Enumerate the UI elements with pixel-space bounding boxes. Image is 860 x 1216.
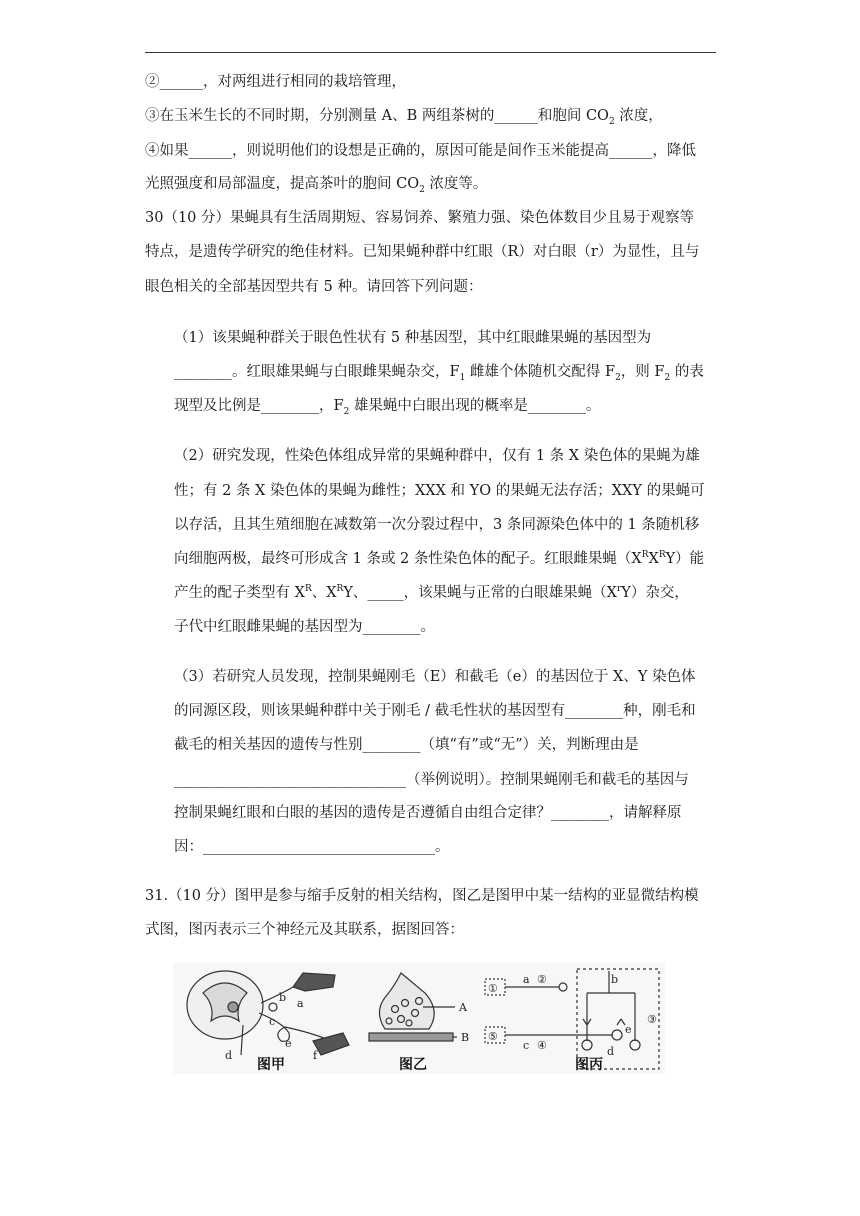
- caption-bing: 图丙: [575, 1057, 603, 1073]
- text-line: 光照强度和局部温度，提高茶叶的胞间 $CO_2$ 浓度等。: [145, 176, 488, 195]
- text-line: 现型及比例是________，$F_2$ 雄果蝇中白眼出现的概率是________。: [174, 398, 601, 417]
- text-line: 控制果蝇红眼和白眼的基因的遗传是否遵循自由组合定律？________，请解释原: [174, 805, 682, 821]
- text-line: ④如果______，则说明他们的设想是正确的，原因可能是间作玉米能提高______，降低: [145, 143, 696, 159]
- svg-text:⑤: ⑤: [488, 1030, 498, 1043]
- text-line: 眼色相关的全部基因型共有 5 种。请回答下列问题：: [145, 279, 483, 295]
- subquestion-2: （2）研究发现，性染色体组成异常的果蝇种群中，仅有 1 条 X 染色体的果蝇为雄: [174, 448, 700, 464]
- text-line: ②______，对两组进行相同的栽培管理，: [145, 74, 406, 90]
- svg-text:③: ③: [647, 1013, 657, 1026]
- svg-text:c: c: [269, 1015, 276, 1028]
- figure-yi: [369, 973, 457, 1041]
- figure-jia: [187, 971, 349, 1055]
- svg-text:d: d: [225, 1049, 233, 1062]
- svg-text:b: b: [611, 973, 619, 986]
- caption-yi: 图乙: [399, 1057, 427, 1073]
- svg-text:④: ④: [537, 1039, 547, 1052]
- text-line: 截毛的相关基因的遗传与性别________（填“有”或“无”）关，判断理由是: [174, 737, 639, 753]
- caption-jia: 图甲: [257, 1057, 285, 1073]
- subquestion-3: （3）若研究人员发现，控制果蝇刚毛（E）和截毛（e）的基因位于 X、Y 染色体: [174, 669, 696, 685]
- text-line: 向细胞两极，最终可形成含 1 条或 2 条性染色体的配子。红眼雌果蝇$(X^RX^RY)$能: [174, 550, 705, 567]
- text-line: 的同源区段，则该果蝇种群中关于刚毛 / 截毛性状的基因型有________种，刚毛和: [174, 703, 696, 719]
- svg-text:d: d: [607, 1045, 615, 1058]
- question-31: 31.（10 分）图甲是参与缩手反射的相关结构，图乙是图甲中某一结构的亚显微结构模: [145, 888, 699, 904]
- text-line: 产生的配子类型有 $X^R$、$X^RY$、_____，该果蝇与正常的白眼雄果蝇$(X^rY)$杂交，: [174, 584, 689, 601]
- figure-labels: [225, 973, 657, 1062]
- svg-text:f: f: [313, 1049, 318, 1062]
- text-line: 性；有 2 条 X 染色体的果蝇为雌性；XXX 和 YO 的果蝇无法存活；XXY 的果蝇可: [174, 483, 705, 499]
- svg-text:e: e: [625, 1023, 632, 1036]
- text-line: 式图，图丙表示三个神经元及其联系，据图回答：: [145, 922, 464, 938]
- figure-captions: [257, 1056, 603, 1073]
- svg-text:b: b: [279, 991, 287, 1004]
- svg-text:a: a: [297, 997, 304, 1010]
- text-line: ③在玉米生长的不同时期，分别测量 A、B 两组茶树的______和胞间 $CO_2$ 浓度，: [145, 108, 663, 127]
- header-rule: [145, 52, 716, 53]
- svg-text:②: ②: [537, 973, 547, 986]
- svg-text:①: ①: [488, 982, 498, 995]
- text-line: 子代中红眼雌果蝇的基因型为________。: [174, 619, 435, 635]
- text-line: 因：________________________________。: [174, 839, 450, 855]
- figure-bing: [485, 969, 659, 1069]
- subquestion-1: （1）该果蝇种群关于眼色性状有 5 种基因型，其中红眼雌果蝇的基因型为: [174, 330, 652, 346]
- text-line: ________________________________（举例说明）。控制果蝇刚毛和截毛的基因与: [174, 772, 689, 788]
- svg-text:A: A: [459, 1001, 467, 1014]
- question-30: 30（10 分）果蝇具有生活周期短、容易饲养、繁殖力强、染色体数目少且易于观察等: [145, 210, 695, 226]
- text-line: 特点，是遗传学研究的绝佳材料。已知果蝇种群中红眼（R）对白眼（r）为显性，且与: [145, 244, 700, 260]
- svg-text:e: e: [285, 1037, 292, 1050]
- figure-panel: [173, 963, 665, 1074]
- svg-text:c: c: [523, 1039, 530, 1052]
- text-line: 以存活，且其生殖细胞在减数第一次分裂过程中，3 条同源染色体中的 1 条随机移: [174, 517, 700, 533]
- text-line: ________。红眼雄果蝇与白眼雌果蝇杂交，$F_1$ 雌雄个体随机交配得 $F_2$，则 $F_2$ 的表: [174, 364, 704, 383]
- svg-text:a: a: [523, 973, 530, 986]
- neural-diagram: [173, 963, 665, 1074]
- svg-text:B: B: [461, 1031, 470, 1044]
